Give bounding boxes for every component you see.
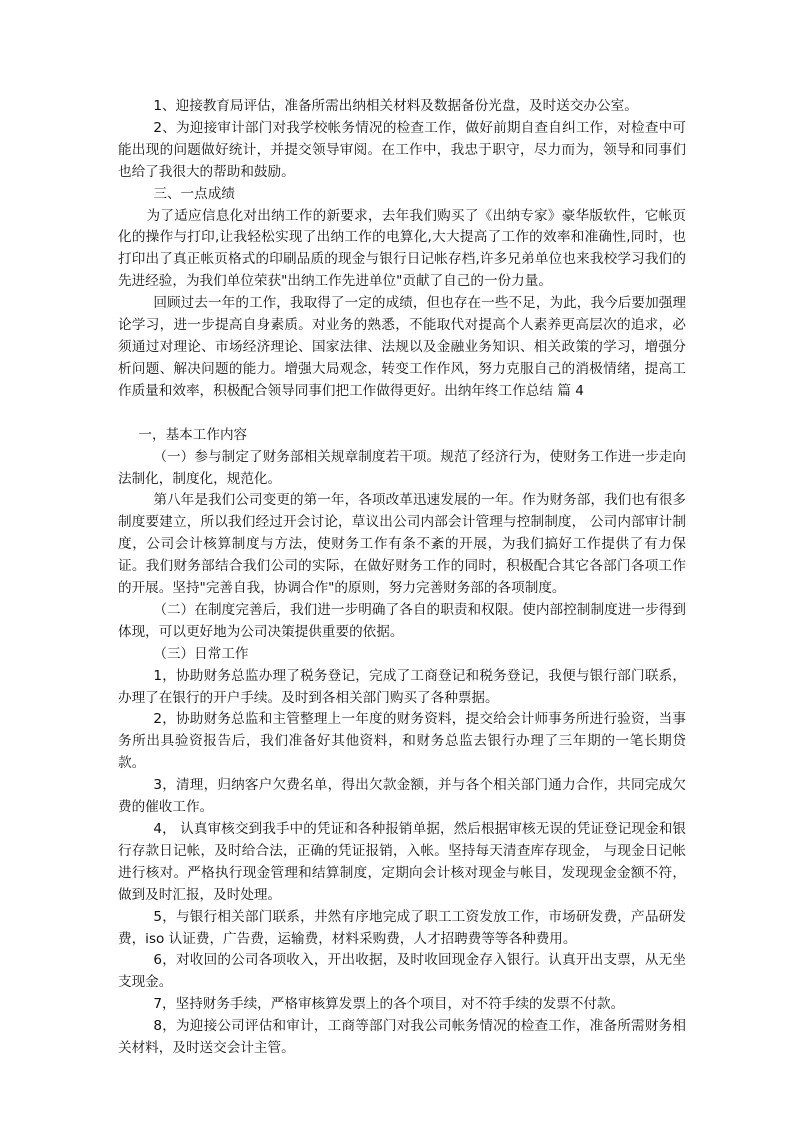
paragraph: 为了适应信息化对出纳工作的新要求，去年我们购买了《出纳专家》豪华版软件，它帐页化的操作与打印,让我轻松实现了出纳工作的电算化,大大提高了工作的效率和准确性,同时，也打印出了真正帐页格式的印刷品质的现金与银行日记帐存档,许多兄弟单位也来我校学习我们的先进经验，为我们单位荣获"出纳工作先进单位"贡献了自己的一份力量。 xyxy=(118,207,686,290)
list-item: 2，协助财务总监和主管整理上一年度的财务资料，提交给会计师事务所进行验资，当事务所出具验资报告后，我们准备好其他资料，和财务总监去银行办理了三年期的一笔长期贷款。 xyxy=(118,711,686,772)
section-heading: 三、一点成绩 xyxy=(153,185,235,202)
list-item: 1，协助财务总监办理了税务登记，完成了工商登记和税务登记，我便与银行部门联系，办理了在银行的开户手续。及时到各相关部门购买了各种票据。 xyxy=(118,667,686,706)
list-item: 7，坚持财务手续，严格审核算发票上的各个项目，对不符手续的发票不付款。 xyxy=(153,996,625,1013)
paragraph: （一）参与制定了财务部相关规章制度若干项。规范了经济行为，使财务工作进一步走向法制化，制度化，规范化。 xyxy=(118,448,686,487)
list-item: 3，清理，归纳客户欠费名单，得出欠款金额，并与各个相关部门通力合作，共同完成欠费的催收工作。 xyxy=(118,777,686,816)
paragraph: （二）在制度完善后，我们进一步明确了各自的职责和权限。使内部控制制度进一步得到体现，可以更好地为公司决策提供重要的依据。 xyxy=(118,601,686,640)
list-item: 8，为迎接公司评估和审计，工商等部门对我公司帐务情况的检查工作，准备所需财务相关材料，及时送交会计主管。 xyxy=(118,1018,686,1057)
paragraph: 回顾过去一年的工作，我取得了一定的成绩，但也存在一些不足，为此，我今后要加强理论学习，进一步提高自身素质。对业务的熟悉，不能取代对提高个人素养更高层次的追求，必须通过对理论、市场经济理论、国家法律、法规以及金融业务知识、相关政策的学习，增强分析问题、解决问题的能力。增强大局观念，转变工作作风，努力克服自己的消极情绪，提高工作质量和效率，积极配合领导同事们把工作做得更好。出纳年终工作总结 篇 4 xyxy=(118,295,686,399)
paragraph: 2、为迎接审计部门对我学校帐务情况的检查工作，做好前期自查自纠工作，对检查中可能出现的问题做好统计，并提交领导审阅。在工作中，我忠于职守，尽力而为，领导和同事们也给了我很大的帮助和鼓励。 xyxy=(118,119,686,180)
paragraph: 第八年是我们公司变更的第一年，各项改革迅速发展的一年。作为财务部，我们也有很多制度要建立，所以我们经过开会讨论，草议出公司内部会计管理与控制制度， 公司内部审计制度，公司会计核算制度与方法，使财务工作有条不紊的开展，为我们搞好工作提供了有力保证。我们财务部结合我们公司的实际，在做好财务工作的同时，积极配合其它各部门各项工作的开展。坚持"完善自我，协调合作"的原则，努力完善财务部的各项制度。 xyxy=(118,492,686,597)
document-page xyxy=(118,96,686,1060)
subsection-heading: （三）日常工作 xyxy=(153,645,249,662)
paragraph-gap xyxy=(118,403,686,425)
section-heading: 一，基本工作内容 xyxy=(138,426,248,443)
list-item: 6，对收回的公司各项收入，开出收据，及时收回现金存入银行。认真开出支票，从无坐支现金。 xyxy=(118,952,686,991)
list-item: 5，与银行相关部门联系，井然有序地完成了职工工资发放工作，市场研发费，产品研发费，iso 认证费，广告费，运输费，材料采购费，人才招聘费等等各种费用。 xyxy=(118,908,686,947)
paragraph: 1、迎接教育局评估，准备所需出纳相关材料及数据备份光盘，及时送交办公室。 xyxy=(153,98,638,114)
list-item: 4， 认真审核交到我手中的凭证和各种报销单据，然后根据审核无误的凭证登记现金和银行存款日记帐，及时给合法，正确的凭证报销，入帐。坚持每天清查库存现金， 与现金日记帐进行核对。严格执行现金管理和结算制度，定期向会计核对现金与帐目，发现现金金额不符，做到及时汇报，及时处理。 xyxy=(118,821,686,903)
